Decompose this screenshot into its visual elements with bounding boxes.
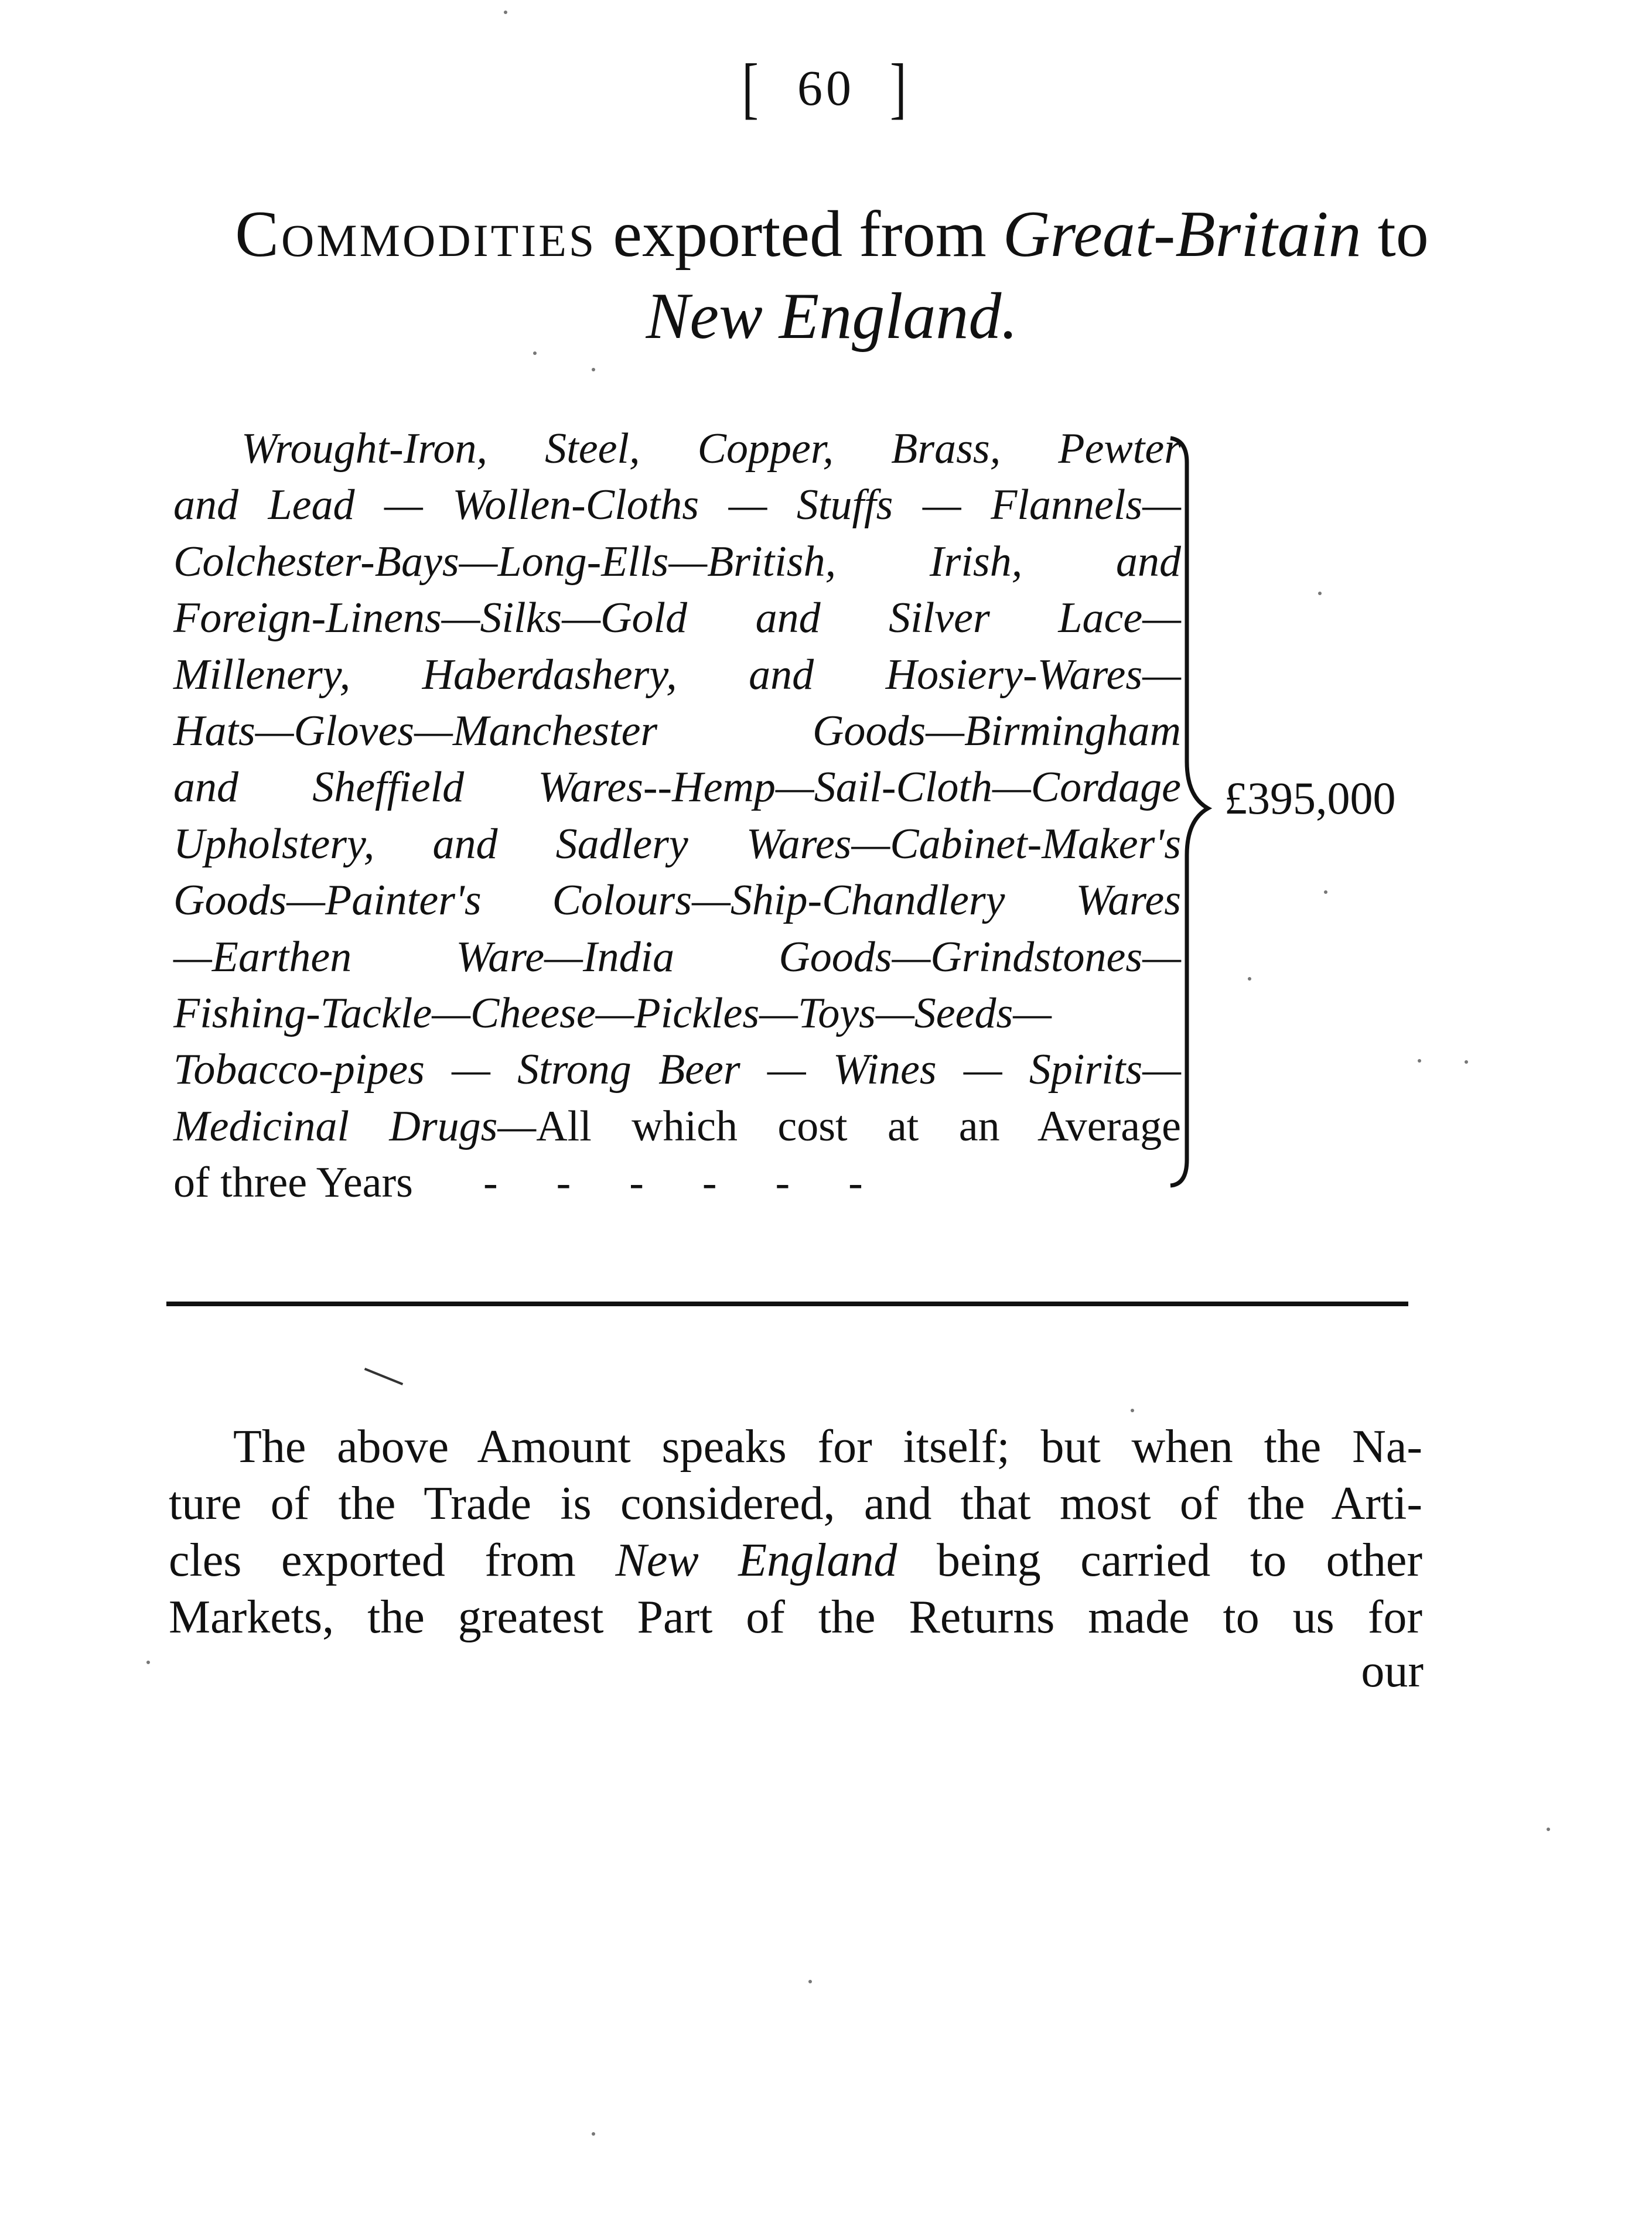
list-line-14: [173, 1155, 1181, 1211]
list-line: Foreign-Linens—Silks—Gold and Silver Lace—: [173, 594, 1181, 643]
scan-speck: [592, 368, 595, 371]
scan-speck: [533, 351, 537, 355]
body-line-3: [169, 1532, 1422, 1589]
body-line-3-end: being carried to other: [936, 1535, 1423, 1586]
list-line-13: [173, 1098, 1181, 1155]
title-smallcaps-word: Commodities: [235, 198, 597, 271]
list-line: Millenery, Haberdashery, and Hosiery-Wares—: [173, 650, 1181, 699]
scan-speck: [1318, 592, 1322, 595]
list-line: —Earthen Ware—India Goods—Grindstones—: [173, 933, 1181, 981]
commodities-list: [173, 421, 1181, 1211]
printer-mark: [364, 1368, 403, 1385]
body-line: ture of the Trade is considered, and that most of the Arti-: [169, 1478, 1422, 1529]
leader-dashes: ------: [483, 1159, 921, 1207]
page-number: [0, 50, 1652, 126]
list-line: Tobacco-pipes — Strong Beer — Wines — Spirits—: [173, 1046, 1181, 1094]
scan-speck: [504, 11, 507, 14]
title-middle-text: exported from: [596, 198, 1003, 271]
body-paragraph: [169, 1419, 1422, 1646]
list-line: Upholstery, and Sadlery Wares—Cabinet-Maker's: [173, 819, 1181, 868]
list-line: Colchester-Bays—Long-Ells—British, Irish, and: [173, 537, 1181, 586]
scan-speck: [1547, 1828, 1550, 1831]
left-bracket-glyph: [: [742, 50, 762, 126]
scan-speck: [1324, 890, 1327, 894]
right-bracket-glyph: ]: [890, 50, 910, 126]
title-line-2: New England.: [646, 280, 1018, 353]
page-number-value: 60: [797, 60, 855, 116]
scan-speck: [1248, 977, 1251, 981]
list-line: and Lead — Wollen-Cloths — Stuffs — Flannels—: [173, 481, 1181, 530]
total-amount: £395,000: [1224, 773, 1396, 824]
list-line-13-italic: Medicinal Drugs—: [173, 1102, 537, 1150]
body-line-3-start: cles exported from: [169, 1535, 576, 1586]
list-line: Goods—Painter's Colours—Ship-Chandlery Wares: [173, 876, 1181, 925]
scan-speck: [808, 1980, 812, 1983]
divider-rule: [166, 1302, 1408, 1306]
list-line-14-text: of three Years: [173, 1159, 413, 1207]
title-great-britain: Great-Britain: [1002, 198, 1361, 271]
list-line-13-roman: All which cost at an Average: [536, 1102, 1181, 1150]
body-line: Markets, the greatest Part of the Returns made to us for: [169, 1591, 1422, 1643]
page-title: [176, 193, 1488, 357]
body-line-3-italic: New England: [615, 1535, 897, 1586]
title-line-1: [176, 193, 1488, 275]
catchword: our: [1361, 1645, 1424, 1697]
scan-speck: [1131, 1409, 1134, 1412]
scan-speck: [146, 1661, 150, 1664]
scan-speck: [592, 2132, 595, 2136]
list-line: Wrought-Iron, Steel, Copper, Brass, Pewter: [241, 425, 1181, 473]
list-line: and Sheffield Wares--Hemp—Sail-Cloth—Cordage: [173, 763, 1181, 812]
right-brace-icon: [1166, 433, 1218, 1189]
body-line: The above Amount speaks for itself; but when the Na-: [233, 1421, 1422, 1473]
list-line: Hats—Gloves—Manchester Goods—Birmingham: [173, 706, 1181, 755]
title-end-text: to: [1361, 198, 1429, 271]
scan-speck: [1465, 1060, 1468, 1064]
scan-speck: [1418, 1059, 1421, 1063]
list-line: Fishing-Tackle—Cheese—Pickles—Toys—Seeds—: [173, 989, 1052, 1037]
